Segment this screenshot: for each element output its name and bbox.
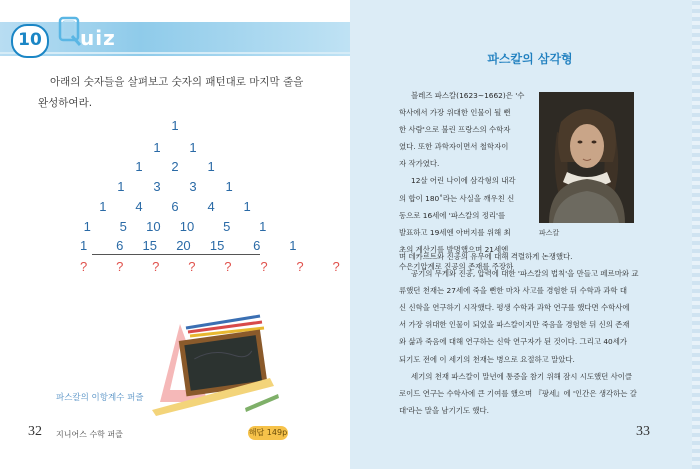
- header-stripe: [0, 52, 350, 54]
- triangle-divider: [92, 254, 260, 255]
- text-line: 류했던 천재는 27세에 죽을 뻔한 마차 사고를 경험한 뒤 수학과 과학 대: [399, 286, 628, 296]
- triangle-row: 1 6 15 20 15 6 1: [80, 238, 297, 253]
- pascal-portrait-image: [539, 92, 634, 223]
- quiz-header-band: [0, 22, 350, 56]
- text-line: 자 작가였다.: [399, 159, 440, 169]
- text-line: 와 삶과 죽음에 대해 연구하는 신학 연구자가 된 것이다. 그리고 40세가: [399, 337, 628, 347]
- text-line: 였다. 또한 과학자이면서 철학자이: [399, 142, 509, 152]
- text-line: 초의 계산기를 발명했으며 21세엔: [399, 244, 509, 254]
- text-line: 수은기압계로 진공의 존재를 주장하: [399, 261, 514, 271]
- text-line: 12살 어린 나이에 삼각형의 내각: [411, 176, 516, 186]
- text-line: 신 신학을 연구하기 시작했다. 평생 수학과 과학 연구를 했다면 수학사에: [399, 303, 630, 313]
- quiz-title: uiz: [80, 26, 116, 50]
- portrait-caption: 파스칼: [539, 229, 560, 237]
- triangle-answer-row: ? ? ? ? ? ? ? ?: [80, 259, 340, 274]
- text-line: 대'라는 말을 남기기도 했다.: [399, 405, 489, 415]
- page-number-left: 32: [28, 424, 42, 439]
- answer-page-badge: 해답 149p: [248, 426, 288, 440]
- text-line: 되기도 전에 이 세기의 천재는 병으로 요절하고 말았다.: [399, 354, 575, 364]
- text-line: 발표하고 19세엔 아버지를 위해 최: [399, 227, 511, 237]
- quiz-instruction: 아래의 숫자들을 살펴보고 숫자의 패턴대로 마지막 줄을 완성하여라.: [38, 76, 304, 109]
- triangle-row: 1 5 10 10 5 1: [83, 219, 267, 234]
- narrow-paragraph: [399, 87, 537, 275]
- text-line: 공기의 무게와 진공, 압력에 대한 '파스칼의 법칙'을 만들고 페르마와 교: [411, 269, 639, 279]
- text-line: 블레즈 파스칼(1623~1662)은 '수: [411, 91, 525, 100]
- text-line: 한 사람'으로 불린 프랑스의 수학자: [399, 125, 511, 135]
- text-line: 학사에서 가장 위대한 인물이 될 뻔: [399, 108, 511, 118]
- wide-paragraph: [399, 248, 684, 419]
- text-line: 의 합이 180˚라는 사실을 깨우친 신: [399, 193, 515, 203]
- chalkboard-illustration: [150, 306, 280, 416]
- page-number-right: 33: [636, 424, 650, 439]
- quiz-q-letter-icon: [58, 16, 82, 48]
- text-line: 로이드 연구는 수학사에 큰 기여를 했으며 『팡세』에 '인간은 생각하는 갈: [399, 388, 637, 398]
- text-line: 며 데카르트와 진공의 유무에 대해 격렬하게 논쟁했다.: [399, 252, 573, 261]
- triangle-row: 1 2 1: [135, 159, 215, 174]
- triangle-row: 1 3 3 1: [117, 179, 233, 194]
- text-line: 동으로 16세에 '파스칼의 정리'를: [399, 210, 506, 220]
- book-title: 지니어스 수학 퍼즐: [56, 430, 123, 439]
- quiz-number: 10: [18, 30, 42, 50]
- triangle-row: 1 4 6 4 1: [99, 199, 251, 214]
- triangle-row: 1: [171, 118, 179, 133]
- text-line: 서 가장 위대한 인물이 되었을 파스칼이지만 죽음을 경험한 뒤 신의 존재: [399, 320, 630, 330]
- right-page-title: 파스칼의 삼각형: [487, 52, 573, 66]
- illustration-caption: 파스칼의 이항계수 퍼즐: [56, 393, 144, 403]
- triangle-row: 1 1: [153, 140, 197, 155]
- text-line: 세기의 천재 파스칼이 말년에 통증을 참기 위해 잠시 시도했던 사이클: [411, 371, 633, 381]
